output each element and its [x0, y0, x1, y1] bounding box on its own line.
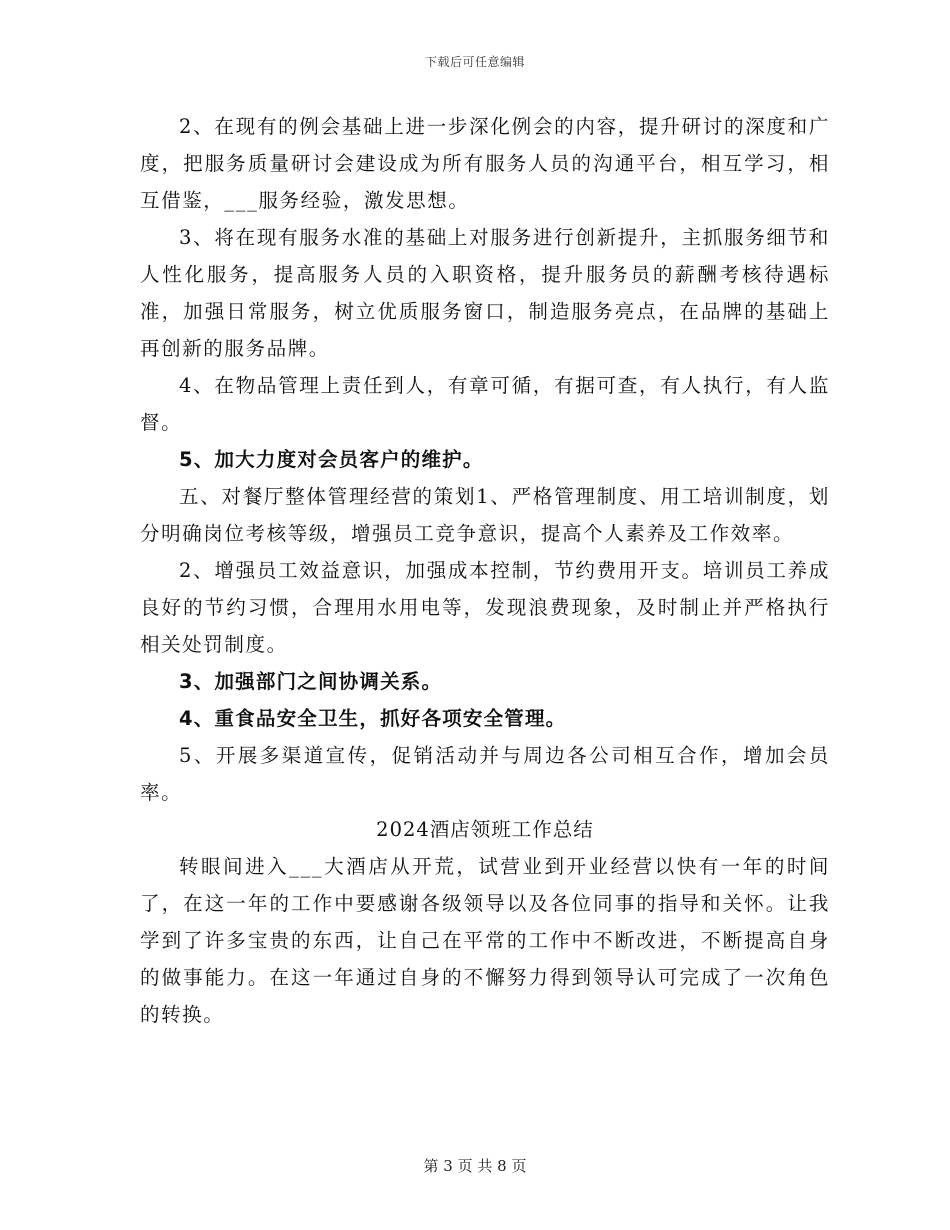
paragraph-section-five: 五、对餐厅整体管理经营的策划1、严格管理制度、用工培训制度，划分明确岗位考核等级，增强员工竞争意识，提高个人素养及工作效率。 — [140, 485, 830, 545]
section-title: 2024酒店领班工作总结 — [376, 818, 594, 841]
paragraph-cost-control: 2、增强员工效益意识，加强成本控制，节约费用开支。培训员工养成良好的节约习惯，合理用水用电等，发现浪费现象，及时制止并严格执行相关处罚制度。 — [140, 559, 830, 656]
paragraph-item-3: 3、将在现有服务水准的基础上对服务进行创新提升，主抓服务细节和人性化服务，提高服务人员的入职资格，提升服务员的薪酬考核待遇标准，加强日常服务，树立优质服务窗口，制造服务亮点，在品牌的基础上再创新的服务品牌。 — [140, 226, 830, 360]
paragraph-heading-member-care: 5、加大力度对会员客户的维护。 — [179, 448, 484, 471]
page-header: 下载后可任意编辑 — [424, 55, 525, 69]
paragraph-promotion: 5、开展多渠道宣传，促销活动并与周边各公司相互合作，增加会员率。 — [140, 744, 830, 804]
paragraph-item-2: 2、在现有的例会基础上进一步深化例会的内容，提升研讨的深度和广度，把服务质量研讨会建设成为所有服务人员的沟通平台，相互学习，相互借鉴，___服务经验，激发思想。 — [140, 115, 830, 212]
paragraph-heading-food-safety: 4、重食品安全卫生，抓好各项安全管理。 — [179, 707, 567, 730]
paragraph-heading-coordination: 3、加强部门之间协调关系。 — [179, 670, 443, 693]
paragraph-summary-intro: 转眼间进入___大酒店从开荒，试营业到开业经营以快有一年的时间了，在这一年的工作中要感谢各级领导以及各位同事的指导和关怀。让我学到了许多宝贵的东西，让自己在平常的工作中不断改进，不断提高自身的做事能力。在这一年通过自身的不懈努力得到领导认可完成了一次角色的转换。 — [140, 855, 830, 1026]
paragraph-item-4: 4、在物品管理上责任到人，有章可循，有据可查，有人执行，有人监督。 — [140, 374, 830, 434]
document-body — [140, 108, 830, 1033]
page-footer: 第 3 页 共 8 页 — [423, 1157, 527, 1175]
